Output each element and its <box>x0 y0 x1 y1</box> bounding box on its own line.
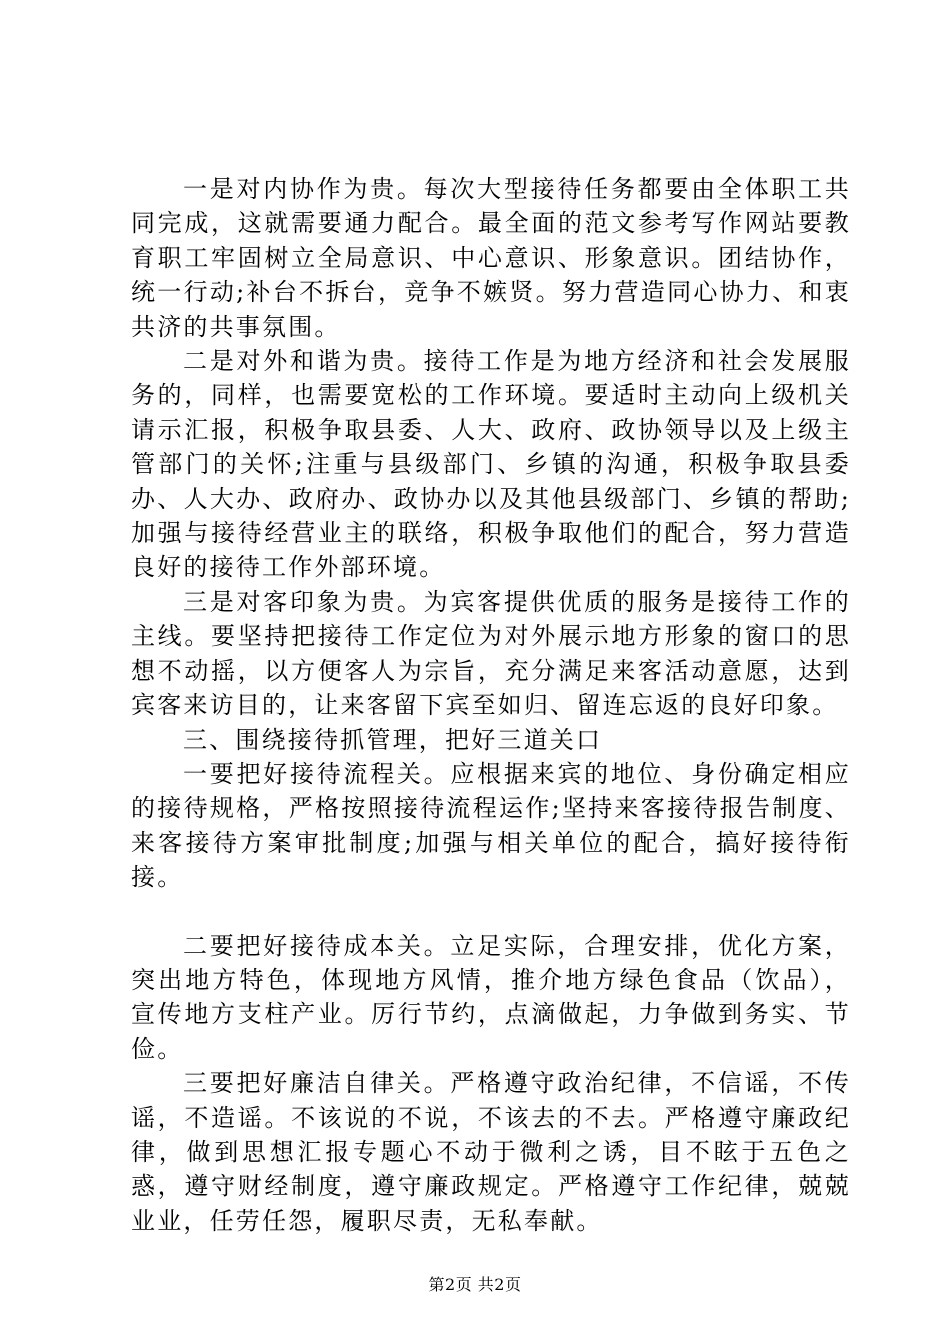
paragraph-internal-cooperation: 一是对内协作为贵。每次大型接待任务都要由全体职工共同完成，这就需要通力配合。最全面的范文参考写作网站要教育职工牢固树立全局意识、中心意识、形象意识。团结协作，统一行动;补台不拆台，竞争不嫉贤。努力营造同心协力、和衷共济的共事氛围。 <box>131 175 851 341</box>
document-body <box>131 172 851 1238</box>
section-heading-management: 三、围绕接待抓管理，把好三道关口 <box>183 725 603 754</box>
paragraph-integrity-discipline: 三要把好廉洁自律关。严格遵守政治纪律，不信谣，不传谣，不造谣。不该说的不说，不该去的不去。严格遵守廉政纪律，做到思想汇报专题心不动于微利之诱，目不眩于五色之惑，遵守财经制度，遵守廉政规定。严格遵守工作纪律，兢兢业业，任劳任怨，履职尽责，无私奉献。 <box>131 1069 851 1235</box>
paragraph-guest-impression: 三是对客印象为贵。为宾客提供优质的服务是接待工作的主线。要坚持把接待工作定位为对外展示地方形象的窗口的思想不动摇，以方便客人为宗旨，充分满足来客活动意愿，达到宾客来访目的，让来客留下宾至如归、留连忘返的良好印象。 <box>131 587 851 720</box>
page-number-footer: 第2页 共2页 <box>428 1275 522 1294</box>
paragraph-external-harmony: 二是对外和谐为贵。接待工作是为地方经济和社会发展服务的，同样，也需要宽松的工作环境。要适时主动向上级机关请示汇报，积极争取县委、人大、政府、政协领导以及上级主管部门的关怀;注重与县级部门、乡镇的沟通，积极争取县委办、人大办、政府办、政协办以及其他县级部门、乡镇的帮助;加强与接待经营业主的联络，积极争取他们的配合，努力营造良好的接待工作外部环境。 <box>131 347 851 582</box>
paragraph-spacer <box>131 895 851 929</box>
paragraph-reception-cost: 二要把好接待成本关。立足实际，合理安排，优化方案，突出地方特色，体现地方风情，推介地方绿色食品（饮品），宣传地方支柱产业。厉行节约，点滴做起，力争做到务实、节俭。 <box>131 931 851 1063</box>
paragraph-reception-process: 一要把好接待流程关。应根据来宾的地位、身份确定相应的接待规格，严格按照接待流程运作;坚持来客接待报告制度、来客接待方案审批制度;加强与相关单位的配合，搞好接待衔接。 <box>131 759 851 892</box>
